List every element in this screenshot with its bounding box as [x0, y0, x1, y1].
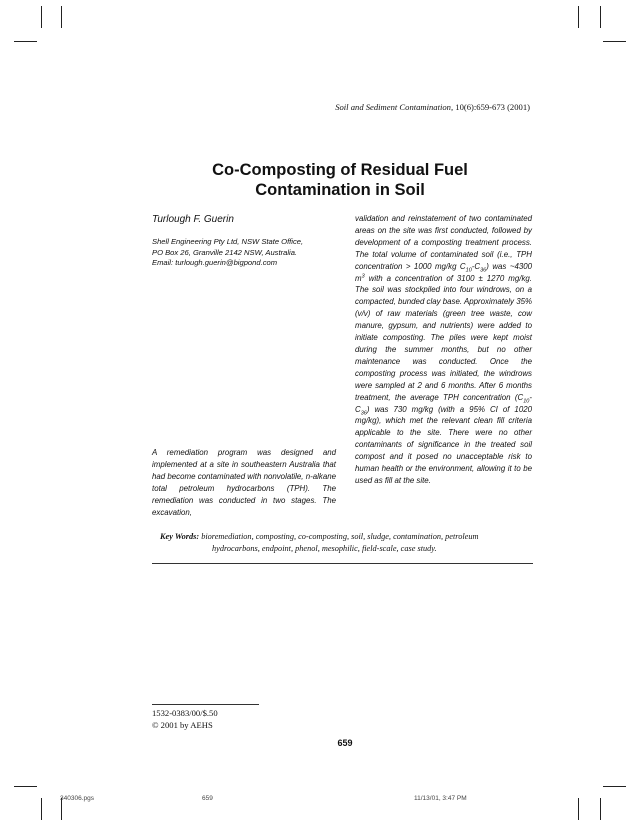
crop-mark — [578, 798, 579, 820]
crop-mark — [14, 786, 37, 787]
copyright-notice: © 2001 by AEHS — [152, 720, 213, 730]
keywords-line-1: bioremediation, composting, co-composting, soil, sludge, contamination, petroleum — [201, 532, 479, 541]
abstract-left-column: A remediation program was designed and implemented at a site in southeastern Australia that had become contaminated with nonvolatile, n-alkane total petroleum hydrocarbons (TPH). The remediation was conducted in two stages. The excavation, — [152, 448, 336, 517]
author-name: Turlough F. Guerin — [152, 214, 234, 225]
author-affiliation — [152, 237, 337, 269]
article-title — [150, 160, 530, 200]
keywords-label: Key Words: — [160, 532, 200, 541]
title-line-2: Contamination in Soil — [255, 181, 425, 199]
footnote-divider — [152, 704, 259, 705]
crop-mark — [61, 6, 62, 28]
journal-citation — [335, 102, 530, 112]
affiliation-line-2: PO Box 26, Granville 2142 NSW, Australia. — [152, 247, 298, 257]
issn-code: 1532-0383/00/$.50 — [152, 708, 218, 718]
crop-mark — [600, 6, 601, 28]
crop-mark — [41, 6, 42, 28]
affiliation-line-1: Shell Engineering Pty Ltd, NSW State Office, — [152, 237, 304, 246]
crop-mark — [41, 798, 42, 820]
crop-mark — [14, 41, 37, 42]
crop-mark — [603, 41, 626, 42]
author-email: Email: turlough.guerin@bigpond.com — [152, 258, 278, 267]
abstract-right-column: validation and reinstatement of two contaminated areas on the site was first conducted, followed by development of a composting treatment process. The total volume of contaminated soil (i.e., TPH concentration > 1000 mg/kg $C_{10}-C_{36}$) was ~4300 $m^3$ with a concentration of 3100 ± 1270 mg/kg. The soil was stockpiled into four windrows, on a compacted, bunded clay base. Approximately 35% (v/v) of raw materials (green tree waste, cow manure, gypsum, and nutrients) were added to initiate composting. The piles were kept moist during the summer months, but no other maintenance was conducted. Once the composting process was initiated, the windrows were sampled at 2 and 6 months. After 6 months treatment, the average TPH concentration $(C_{10}-C_{36})$ was 730 mg/kg (with a 95% CI of 1020 mg/kg), which met the relevant clean fill criteria applicable to the site. There were no other contaminants of significance in the treated soil compost and it posed no unacceptable risk to human health or the environment, allowing it to be used as fill at the site. — [355, 214, 532, 485]
title-line-1: Co-Composting of Residual Fuel — [212, 161, 468, 179]
slug-page: 659 — [202, 795, 213, 802]
slug-filename: 340306.pgs — [60, 795, 94, 802]
keywords — [160, 531, 540, 555]
crop-mark — [600, 798, 601, 820]
page-number: 659 — [337, 738, 353, 748]
slug-timestamp: 11/13/01, 3:47 PM — [414, 795, 467, 802]
journal-name: Soil and Sediment Contamination, — [335, 102, 454, 112]
crop-mark — [578, 6, 579, 28]
crop-mark — [603, 786, 626, 787]
keywords-divider — [152, 563, 533, 564]
keywords-line-2: hydrocarbons, endpoint, phenol, mesophilic, field-scale, case study. — [212, 544, 437, 553]
journal-volume: 10(6):659-673 (2001) — [455, 102, 530, 112]
